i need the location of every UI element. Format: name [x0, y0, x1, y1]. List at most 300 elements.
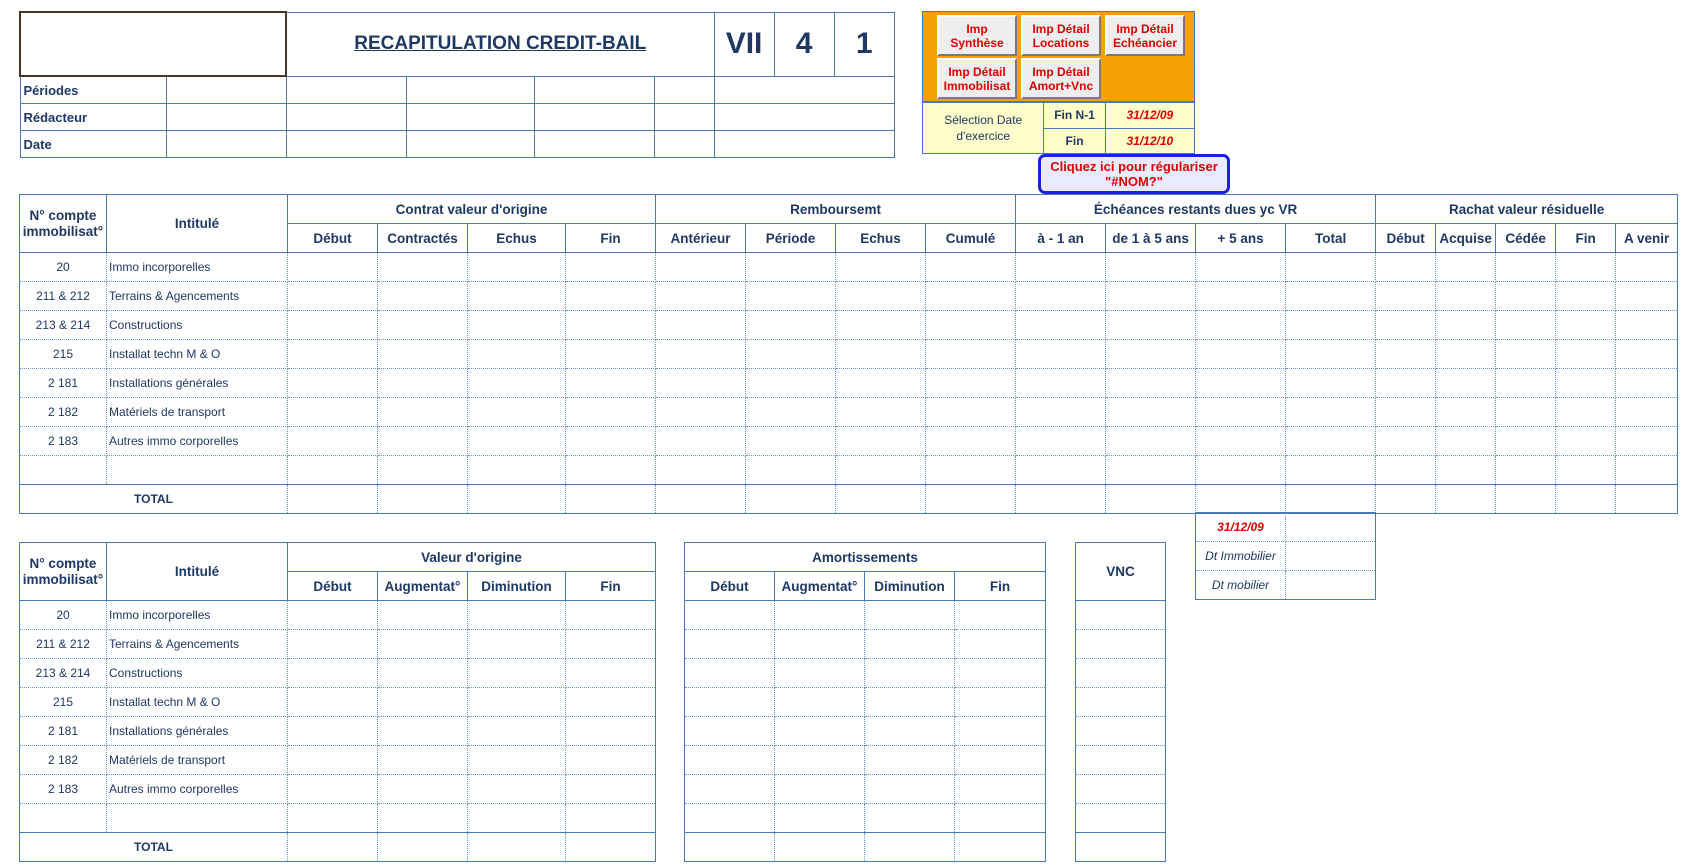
value-cell[interactable]: [836, 456, 926, 485]
value-cell[interactable]: [1556, 282, 1616, 311]
total-row: [1076, 833, 1166, 862]
total-cell[interactable]: [1376, 485, 1436, 514]
total-cell[interactable]: [1106, 485, 1196, 514]
value-cell[interactable]: [1436, 456, 1496, 485]
value-cell[interactable]: [468, 253, 566, 282]
value-cell[interactable]: [926, 456, 1016, 485]
date-cell[interactable]: [534, 131, 654, 158]
value-cell[interactable]: [955, 601, 1046, 630]
value-cell[interactable]: [775, 601, 865, 630]
total-cell[interactable]: [1556, 485, 1616, 514]
account-label: Matériels de transport: [107, 398, 288, 427]
value-cell[interactable]: [926, 398, 1016, 427]
value-cell[interactable]: [1436, 282, 1496, 311]
value-cell[interactable]: [468, 282, 566, 311]
value-cell[interactable]: [468, 456, 566, 485]
exercise-date-selector: [922, 102, 1195, 154]
value-cell[interactable]: [566, 775, 656, 804]
total-cell[interactable]: [566, 833, 656, 862]
code-section: VII: [714, 12, 774, 76]
value-cell[interactable]: [566, 601, 656, 630]
value-cell[interactable]: [1106, 340, 1196, 369]
value-cell[interactable]: [468, 340, 566, 369]
value-cell[interactable]: [865, 688, 955, 717]
value-cell[interactable]: [1556, 427, 1616, 456]
selected-cell[interactable]: [20, 12, 286, 76]
value-cell[interactable]: [955, 717, 1046, 746]
value-cell[interactable]: [378, 601, 468, 630]
redacteur-label: Rédacteur: [20, 104, 166, 131]
value-cell[interactable]: [1196, 253, 1286, 282]
value-cell[interactable]: [955, 804, 1046, 833]
account-number: 215: [20, 688, 107, 717]
value-cell[interactable]: [1376, 427, 1436, 456]
value-cell[interactable]: [1436, 398, 1496, 427]
value-cell[interactable]: [1376, 253, 1436, 282]
regulariser-button[interactable]: Cliquez ici pour régulariser "#NOM?": [1038, 154, 1230, 194]
total-cell[interactable]: [378, 485, 468, 514]
imp-detail-amort-button[interactable]: Imp Détail Amort+Vnc: [1021, 58, 1101, 99]
value-cell[interactable]: [1286, 398, 1376, 427]
imp-synthese-button[interactable]: Imp Synthèse: [937, 15, 1017, 56]
subheader: Fin: [566, 572, 656, 601]
value-cell[interactable]: [566, 804, 656, 833]
total-cell[interactable]: [926, 485, 1016, 514]
value-cell[interactable]: [926, 282, 1016, 311]
value-cell[interactable]: [685, 601, 775, 630]
imp-detail-locations-button[interactable]: Imp Détail Locations: [1021, 15, 1101, 56]
total-cell[interactable]: [656, 485, 746, 514]
value-cell[interactable]: [1076, 804, 1166, 833]
code-sub: 4: [774, 12, 834, 76]
value-cell[interactable]: [1286, 253, 1376, 282]
value-cell[interactable]: [378, 253, 468, 282]
subheader: Cédée: [1496, 224, 1556, 253]
table-row: [685, 630, 1046, 659]
total-cell[interactable]: [1016, 485, 1106, 514]
periodes-cell[interactable]: [714, 76, 894, 104]
value-cell[interactable]: [468, 804, 566, 833]
value-cell[interactable]: [1196, 398, 1286, 427]
value-cell[interactable]: [468, 746, 566, 775]
value-cell[interactable]: [836, 282, 926, 311]
value-cell[interactable]: [566, 630, 656, 659]
redacteur-cell[interactable]: [166, 104, 286, 131]
value-cell[interactable]: [1556, 398, 1616, 427]
total-cell[interactable]: [746, 485, 836, 514]
value-cell[interactable]: [566, 746, 656, 775]
subheader: Augmentat°: [775, 572, 865, 601]
account-label[interactable]: [107, 804, 288, 833]
subheader: Période: [746, 224, 836, 253]
value-cell[interactable]: [1196, 369, 1286, 398]
value-cell[interactable]: [656, 398, 746, 427]
value-cell[interactable]: [926, 369, 1016, 398]
value-cell[interactable]: [1106, 456, 1196, 485]
value-cell[interactable]: [1436, 253, 1496, 282]
value-cell[interactable]: [1076, 659, 1166, 688]
value-cell[interactable]: [1496, 340, 1556, 369]
total-cell[interactable]: [468, 833, 566, 862]
value-cell[interactable]: [656, 340, 746, 369]
account-label: Terrains & Agencements: [107, 630, 288, 659]
value-cell[interactable]: [836, 398, 926, 427]
value-cell[interactable]: [1016, 456, 1106, 485]
date-cell[interactable]: [654, 131, 714, 158]
value-cell[interactable]: [865, 630, 955, 659]
dt-box-cell[interactable]: [1286, 542, 1376, 571]
value-cell[interactable]: [288, 311, 378, 340]
value-cell[interactable]: [865, 804, 955, 833]
value-cell[interactable]: [865, 775, 955, 804]
value-cell[interactable]: [1106, 311, 1196, 340]
value-cell[interactable]: [1016, 253, 1106, 282]
value-cell[interactable]: [1496, 398, 1556, 427]
total-cell[interactable]: [1076, 833, 1166, 862]
col-label-header: Intitulé: [107, 195, 288, 253]
account-label: Immo incorporelles: [107, 601, 288, 630]
account-number: 211 & 212: [20, 630, 107, 659]
value-cell[interactable]: [1106, 369, 1196, 398]
total-cell[interactable]: [288, 833, 378, 862]
value-cell[interactable]: [566, 340, 656, 369]
total-cell[interactable]: [685, 833, 775, 862]
value-cell[interactable]: [378, 688, 468, 717]
value-cell[interactable]: [1616, 340, 1678, 369]
value-cell[interactable]: [1616, 369, 1678, 398]
value-cell[interactable]: [656, 456, 746, 485]
value-cell[interactable]: [378, 630, 468, 659]
value-cell[interactable]: [775, 717, 865, 746]
value-cell[interactable]: [1496, 311, 1556, 340]
fin-n1-value[interactable]: 31/12/09: [1105, 103, 1194, 129]
date-cell[interactable]: [406, 131, 534, 158]
value-cell[interactable]: [685, 804, 775, 833]
value-cell[interactable]: [1436, 311, 1496, 340]
value-cell[interactable]: [1616, 427, 1678, 456]
value-cell[interactable]: [1076, 746, 1166, 775]
value-cell[interactable]: [836, 427, 926, 456]
value-cell[interactable]: [1016, 340, 1106, 369]
value-cell[interactable]: [1286, 456, 1376, 485]
value-cell[interactable]: [656, 427, 746, 456]
value-cell[interactable]: [685, 630, 775, 659]
value-cell[interactable]: [566, 369, 656, 398]
value-cell[interactable]: [1616, 282, 1678, 311]
value-cell[interactable]: [288, 688, 378, 717]
value-cell[interactable]: [566, 659, 656, 688]
value-cell[interactable]: [775, 746, 865, 775]
value-cell[interactable]: [468, 427, 566, 456]
value-cell[interactable]: [746, 427, 836, 456]
value-cell[interactable]: [566, 717, 656, 746]
account-number[interactable]: [20, 804, 107, 833]
total-cell[interactable]: [1286, 485, 1376, 514]
value-cell[interactable]: [775, 659, 865, 688]
value-cell[interactable]: [746, 282, 836, 311]
value-cell[interactable]: [378, 340, 468, 369]
value-cell[interactable]: [468, 311, 566, 340]
value-cell[interactable]: [566, 253, 656, 282]
value-cell[interactable]: [775, 630, 865, 659]
total-cell[interactable]: [1496, 485, 1556, 514]
value-cell[interactable]: [685, 659, 775, 688]
value-cell[interactable]: [1106, 398, 1196, 427]
value-cell[interactable]: [1196, 282, 1286, 311]
value-cell[interactable]: [685, 746, 775, 775]
value-cell[interactable]: [1436, 427, 1496, 456]
value-cell[interactable]: [1286, 369, 1376, 398]
date-cell[interactable]: [286, 131, 406, 158]
value-cell[interactable]: [1196, 340, 1286, 369]
value-cell[interactable]: [1376, 398, 1436, 427]
account-label: Installations générales: [107, 369, 288, 398]
table-row: [20, 804, 656, 833]
value-cell[interactable]: [468, 601, 566, 630]
value-cell[interactable]: [656, 282, 746, 311]
value-cell[interactable]: [656, 253, 746, 282]
value-cell[interactable]: [865, 659, 955, 688]
total-cell[interactable]: [1616, 485, 1678, 514]
value-cell[interactable]: [1016, 282, 1106, 311]
value-cell[interactable]: [1436, 340, 1496, 369]
value-cell[interactable]: [1376, 369, 1436, 398]
value-cell[interactable]: [1376, 282, 1436, 311]
total-cell[interactable]: [1436, 485, 1496, 514]
redacteur-cell[interactable]: [654, 104, 714, 131]
account-label: Terrains & Agencements: [107, 282, 288, 311]
total-cell[interactable]: [775, 833, 865, 862]
value-cell[interactable]: [378, 282, 468, 311]
value-cell[interactable]: [1106, 253, 1196, 282]
value-cell[interactable]: [566, 456, 656, 485]
value-cell[interactable]: [865, 746, 955, 775]
value-cell[interactable]: [1496, 282, 1556, 311]
value-cell[interactable]: [288, 398, 378, 427]
subheader: Début: [1376, 224, 1436, 253]
value-cell[interactable]: [836, 369, 926, 398]
value-cell[interactable]: [288, 253, 378, 282]
value-cell[interactable]: [1286, 311, 1376, 340]
value-cell[interactable]: [926, 427, 1016, 456]
value-cell[interactable]: [685, 717, 775, 746]
value-cell[interactable]: [1496, 369, 1556, 398]
value-cell[interactable]: [775, 775, 865, 804]
value-cell[interactable]: [685, 775, 775, 804]
redacteur-cell[interactable]: [406, 104, 534, 131]
value-cell[interactable]: [468, 369, 566, 398]
redacteur-cell[interactable]: [534, 104, 654, 131]
value-cell[interactable]: [685, 688, 775, 717]
dt-box-cell[interactable]: [1286, 571, 1376, 600]
value-cell[interactable]: [468, 775, 566, 804]
value-cell[interactable]: [836, 253, 926, 282]
value-cell[interactable]: [1076, 630, 1166, 659]
value-cell[interactable]: [468, 398, 566, 427]
value-cell[interactable]: [378, 659, 468, 688]
value-cell[interactable]: [566, 688, 656, 717]
value-cell[interactable]: [288, 369, 378, 398]
value-cell[interactable]: [1556, 253, 1616, 282]
value-cell[interactable]: [656, 369, 746, 398]
value-cell[interactable]: [1076, 688, 1166, 717]
value-cell[interactable]: [566, 311, 656, 340]
value-cell[interactable]: [1196, 427, 1286, 456]
total-cell[interactable]: [378, 833, 468, 862]
imp-detail-echeancier-button[interactable]: Imp Détail Echéancier: [1105, 15, 1185, 56]
value-cell[interactable]: [378, 804, 468, 833]
table-row: [20, 340, 1678, 369]
value-cell[interactable]: [955, 659, 1046, 688]
value-cell[interactable]: [288, 456, 378, 485]
table-row: [1076, 630, 1166, 659]
value-cell[interactable]: [1556, 340, 1616, 369]
periodes-cell[interactable]: [654, 76, 714, 104]
value-cell[interactable]: [288, 282, 378, 311]
value-cell[interactable]: [378, 398, 468, 427]
value-cell[interactable]: [378, 775, 468, 804]
account-number[interactable]: [20, 456, 107, 485]
value-cell[interactable]: [746, 398, 836, 427]
value-cell[interactable]: [926, 340, 1016, 369]
value-cell[interactable]: [288, 427, 378, 456]
subheader: Diminution: [865, 572, 955, 601]
value-cell[interactable]: [926, 253, 1016, 282]
fin-value[interactable]: 31/12/10: [1105, 128, 1194, 154]
value-cell[interactable]: [1016, 398, 1106, 427]
value-cell[interactable]: [955, 688, 1046, 717]
redacteur-cell[interactable]: [286, 104, 406, 131]
value-cell[interactable]: [288, 340, 378, 369]
value-cell[interactable]: [288, 775, 378, 804]
periodes-cell[interactable]: [406, 76, 534, 104]
value-cell[interactable]: [1556, 311, 1616, 340]
value-cell[interactable]: [288, 630, 378, 659]
value-cell[interactable]: [1376, 340, 1436, 369]
value-cell[interactable]: [1196, 456, 1286, 485]
value-cell[interactable]: [1616, 311, 1678, 340]
total-cell[interactable]: [836, 485, 926, 514]
total-cell[interactable]: [955, 833, 1046, 862]
value-cell[interactable]: [926, 311, 1016, 340]
value-cell[interactable]: [1286, 427, 1376, 456]
value-cell[interactable]: [1556, 369, 1616, 398]
table-row: [685, 659, 1046, 688]
value-cell[interactable]: [775, 688, 865, 717]
value-cell[interactable]: [746, 456, 836, 485]
value-cell[interactable]: [468, 717, 566, 746]
value-cell[interactable]: [746, 311, 836, 340]
value-cell[interactable]: [1616, 398, 1678, 427]
value-cell[interactable]: [1196, 311, 1286, 340]
value-cell[interactable]: [378, 717, 468, 746]
table-row: [20, 282, 1678, 311]
value-cell[interactable]: [1616, 456, 1678, 485]
value-cell[interactable]: [1496, 427, 1556, 456]
redacteur-cell[interactable]: [714, 104, 894, 131]
value-cell[interactable]: [378, 746, 468, 775]
table-row: [685, 601, 1046, 630]
value-cell[interactable]: [746, 340, 836, 369]
value-cell[interactable]: [378, 456, 468, 485]
value-cell[interactable]: [836, 311, 926, 340]
value-cell[interactable]: [288, 746, 378, 775]
value-cell[interactable]: [1076, 601, 1166, 630]
value-cell[interactable]: [1436, 369, 1496, 398]
value-cell[interactable]: [1286, 340, 1376, 369]
value-cell[interactable]: [1016, 369, 1106, 398]
total-cell[interactable]: [1196, 485, 1286, 514]
date-cell[interactable]: [714, 131, 894, 158]
value-cell[interactable]: [288, 659, 378, 688]
value-cell[interactable]: [378, 369, 468, 398]
value-cell[interactable]: [1016, 427, 1106, 456]
value-cell[interactable]: [1616, 253, 1678, 282]
subheader: Fin: [1556, 224, 1616, 253]
date-label: Date: [20, 131, 166, 158]
value-cell[interactable]: [378, 427, 468, 456]
imp-detail-immobilisat-button[interactable]: Imp Détail Immobilisat: [937, 58, 1017, 99]
value-cell[interactable]: [746, 369, 836, 398]
total-cell[interactable]: [468, 485, 566, 514]
value-cell[interactable]: [1496, 253, 1556, 282]
value-cell[interactable]: [1016, 311, 1106, 340]
value-cell[interactable]: [1496, 456, 1556, 485]
total-cell[interactable]: [288, 485, 378, 514]
value-cell[interactable]: [1376, 311, 1436, 340]
value-cell[interactable]: [1376, 456, 1436, 485]
table-row: [685, 688, 1046, 717]
value-cell[interactable]: [1556, 456, 1616, 485]
value-cell[interactable]: [955, 630, 1046, 659]
value-cell[interactable]: [468, 688, 566, 717]
periodes-cell[interactable]: [166, 76, 286, 104]
value-cell[interactable]: [1076, 717, 1166, 746]
value-cell[interactable]: [775, 804, 865, 833]
table-row: [1076, 601, 1166, 630]
value-cell[interactable]: [566, 282, 656, 311]
value-cell[interactable]: [836, 340, 926, 369]
value-cell[interactable]: [955, 775, 1046, 804]
value-cell[interactable]: [1076, 775, 1166, 804]
periodes-cell[interactable]: [286, 76, 406, 104]
value-cell[interactable]: [288, 601, 378, 630]
total-cell[interactable]: [566, 485, 656, 514]
dt-box-cell[interactable]: [1286, 513, 1376, 542]
table-row: [20, 630, 656, 659]
value-cell[interactable]: [746, 253, 836, 282]
value-cell[interactable]: [1286, 282, 1376, 311]
value-cell[interactable]: [1106, 282, 1196, 311]
value-cell[interactable]: [566, 398, 656, 427]
subheader: Acquise: [1436, 224, 1496, 253]
value-cell[interactable]: [468, 630, 566, 659]
value-cell[interactable]: [1106, 427, 1196, 456]
value-cell[interactable]: [955, 746, 1046, 775]
value-cell[interactable]: [288, 717, 378, 746]
value-cell[interactable]: [656, 311, 746, 340]
periodes-cell[interactable]: [534, 76, 654, 104]
account-label[interactable]: [107, 456, 288, 485]
value-cell[interactable]: [865, 717, 955, 746]
value-cell[interactable]: [566, 427, 656, 456]
date-cell[interactable]: [166, 131, 286, 158]
value-cell[interactable]: [468, 659, 566, 688]
total-cell[interactable]: [865, 833, 955, 862]
value-cell[interactable]: [378, 311, 468, 340]
value-cell[interactable]: [865, 601, 955, 630]
value-cell[interactable]: [288, 804, 378, 833]
